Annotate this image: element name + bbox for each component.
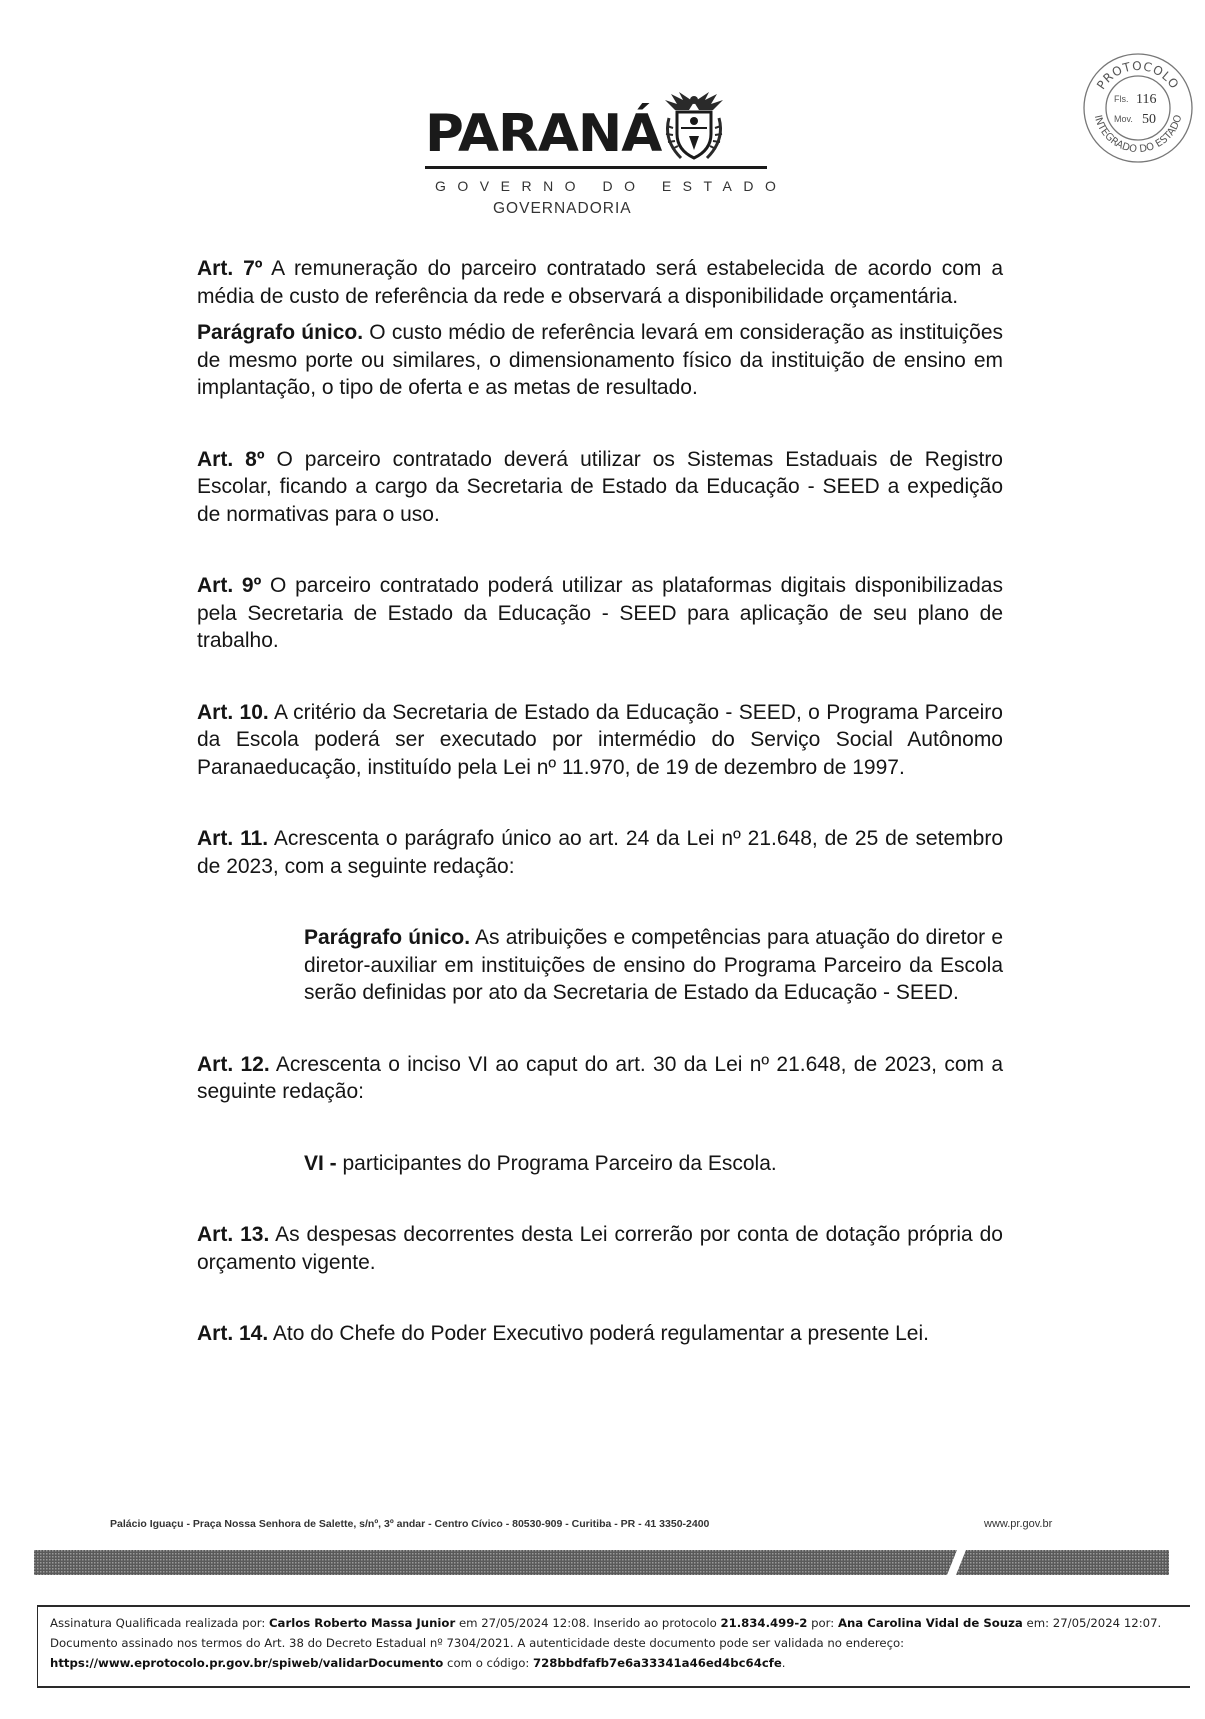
article-12 xyxy=(197,1051,1003,1106)
signature-text: com o código: xyxy=(443,1656,534,1670)
article-13 xyxy=(197,1221,1003,1276)
government-subtitle: GOVERNO DO ESTADO xyxy=(435,178,788,194)
article-7-paragraph xyxy=(197,319,1003,402)
validation-url: https://www.eprotocolo.pr.gov.br/spiweb/validarDocumento xyxy=(50,1656,444,1670)
article-label: Art. 14. xyxy=(197,1322,269,1345)
article-label: Art. 12. xyxy=(197,1052,270,1076)
article-14 xyxy=(197,1320,1003,1348)
logo xyxy=(425,88,770,164)
letterhead xyxy=(425,88,788,218)
signature-text: por: xyxy=(807,1616,838,1630)
article-label: Art. 10. xyxy=(197,700,269,724)
article-text: O parceiro contratado poderá utilizar as plataformas digitais disponibilizadas pela Secretaria de Estado da Educação - SEED para aplicação de seu plano de trabalho. xyxy=(197,574,1003,652)
paragraph-label: Parágrafo único. xyxy=(197,321,364,344)
article-8 xyxy=(197,446,1003,529)
protocol-number: 21.834.499-2 xyxy=(720,1616,808,1630)
signature-text: em 27/05/2024 12:08. Inserido ao protocolo xyxy=(455,1616,721,1630)
paragraph-text: O custo médio de referência levará em consideração as instituições de mesmo porte ou similares, o dimensionamento físico da instituição de ensino em implantação, o tipo de oferta e as metas de resultado. xyxy=(197,321,1004,399)
article-12-quoted-item xyxy=(197,1150,1003,1178)
document-body xyxy=(197,255,1003,1348)
logo-underline xyxy=(425,166,767,169)
stamp-mov-label: Mov. xyxy=(1114,114,1133,124)
stamp-fls-value: 116 xyxy=(1136,92,1157,107)
logo-wordmark: PARANÁ xyxy=(425,104,662,164)
article-7 xyxy=(197,255,1003,310)
coat-of-arms-icon xyxy=(659,88,729,164)
signature-text: Assinatura Qualificada realizada por: xyxy=(50,1616,269,1630)
signature-text: . xyxy=(781,1656,786,1670)
article-label: Art. 7º xyxy=(197,257,263,280)
footer-decorative-bar xyxy=(34,1550,1169,1575)
footer-address: Palácio Iguaçu - Praça Nossa Senhora de Salette, s/nº, 3º andar - Centro Cívico - 80530-909 - Curitiba - PR - 41 3350-2400 xyxy=(110,1518,710,1530)
article-11-quoted-paragraph xyxy=(197,924,1003,1007)
department-name: GOVERNADORIA xyxy=(493,200,632,217)
article-11 xyxy=(197,825,1003,880)
article-text: A remuneração do parceiro contratado será estabelecida de acordo com a média de custo de referência da rede e observará a disponibilidade orçamentária. xyxy=(197,257,1003,308)
article-text: Ato do Chefe do Poder Executivo poderá regulamentar a presente Lei. xyxy=(268,1322,929,1345)
article-10 xyxy=(197,699,1003,782)
paragraph-text: As atribuições e competências para atuação do diretor e diretor-auxiliar em instituições de ensino do Programa Parceiro da Escola serão definidas por ato da Secretaria de Estado da Educação - SEED. xyxy=(304,926,1004,1004)
article-label: Art. 13. xyxy=(197,1223,270,1246)
signer-name: Carlos Roberto Massa Junior xyxy=(268,1616,456,1630)
stamp-fls-label: Fls. xyxy=(1114,94,1129,104)
digital-signature-box xyxy=(37,1605,1190,1688)
paragraph-label: Parágrafo único. xyxy=(304,926,471,949)
article-text: Acrescenta o parágrafo único ao art. 24 da Lei nº 21.648, de 25 de setembro de 2023, com a seguinte redação: xyxy=(197,827,1003,878)
stamp-bottom-text: INTEGRADO DO ESTADO xyxy=(1091,113,1185,156)
inserter-name: Ana Carolina Vidal de Souza xyxy=(837,1616,1023,1630)
article-text: O parceiro contratado deverá utilizar os Sistemas Estaduais de Registro Escolar, ficando a cargo da Secretaria de Estado da Educação - SEED a expedição de normativas para o uso. xyxy=(197,447,1003,526)
stamp-top-text: PROTOCOLO xyxy=(1094,58,1182,92)
validation-code: 728bbdfafb7e6a33341a46ed4bc64cfe xyxy=(533,1656,782,1670)
svg-text:INTEGRADO DO ESTADO xyxy=(1092,114,1185,155)
article-label: Art. 11. xyxy=(197,827,269,850)
item-text: participantes do Programa Parceiro da Escola. xyxy=(336,1151,777,1175)
item-label: VI - xyxy=(304,1151,337,1175)
footer-website: www.pr.gov.br xyxy=(984,1518,1053,1530)
article-label: Art. 8º xyxy=(197,447,265,471)
article-text: Acrescenta o inciso VI ao caput do art. 30 da Lei nº 21.648, de 2023, com a seguinte redação: xyxy=(197,1052,1003,1103)
article-text: A critério da Secretaria de Estado da Educação - SEED, o Programa Parceiro da Escola poderá ser executado por intermédio do Serviço Social Autônomo Paranaeducação, instituído pela Lei nº 11.970, de 19 de dezembro de 1997. xyxy=(197,700,1003,779)
protocol-stamp xyxy=(1080,50,1195,165)
article-text: As despesas decorrentes desta Lei correrão por conta de dotação própria do orçamento vigente. xyxy=(197,1223,1003,1274)
stamp-mov-value: 50 xyxy=(1142,112,1156,127)
article-9 xyxy=(197,572,1003,655)
signature-text: em: 27/05/2024 12:07. Documento assinado nos termos do Art. 38 do Decreto Estadual nº 7304/2021. A autenticidade deste documento pode ser validada no endereço: xyxy=(50,1616,1162,1650)
article-label: Art. 9º xyxy=(197,574,262,597)
